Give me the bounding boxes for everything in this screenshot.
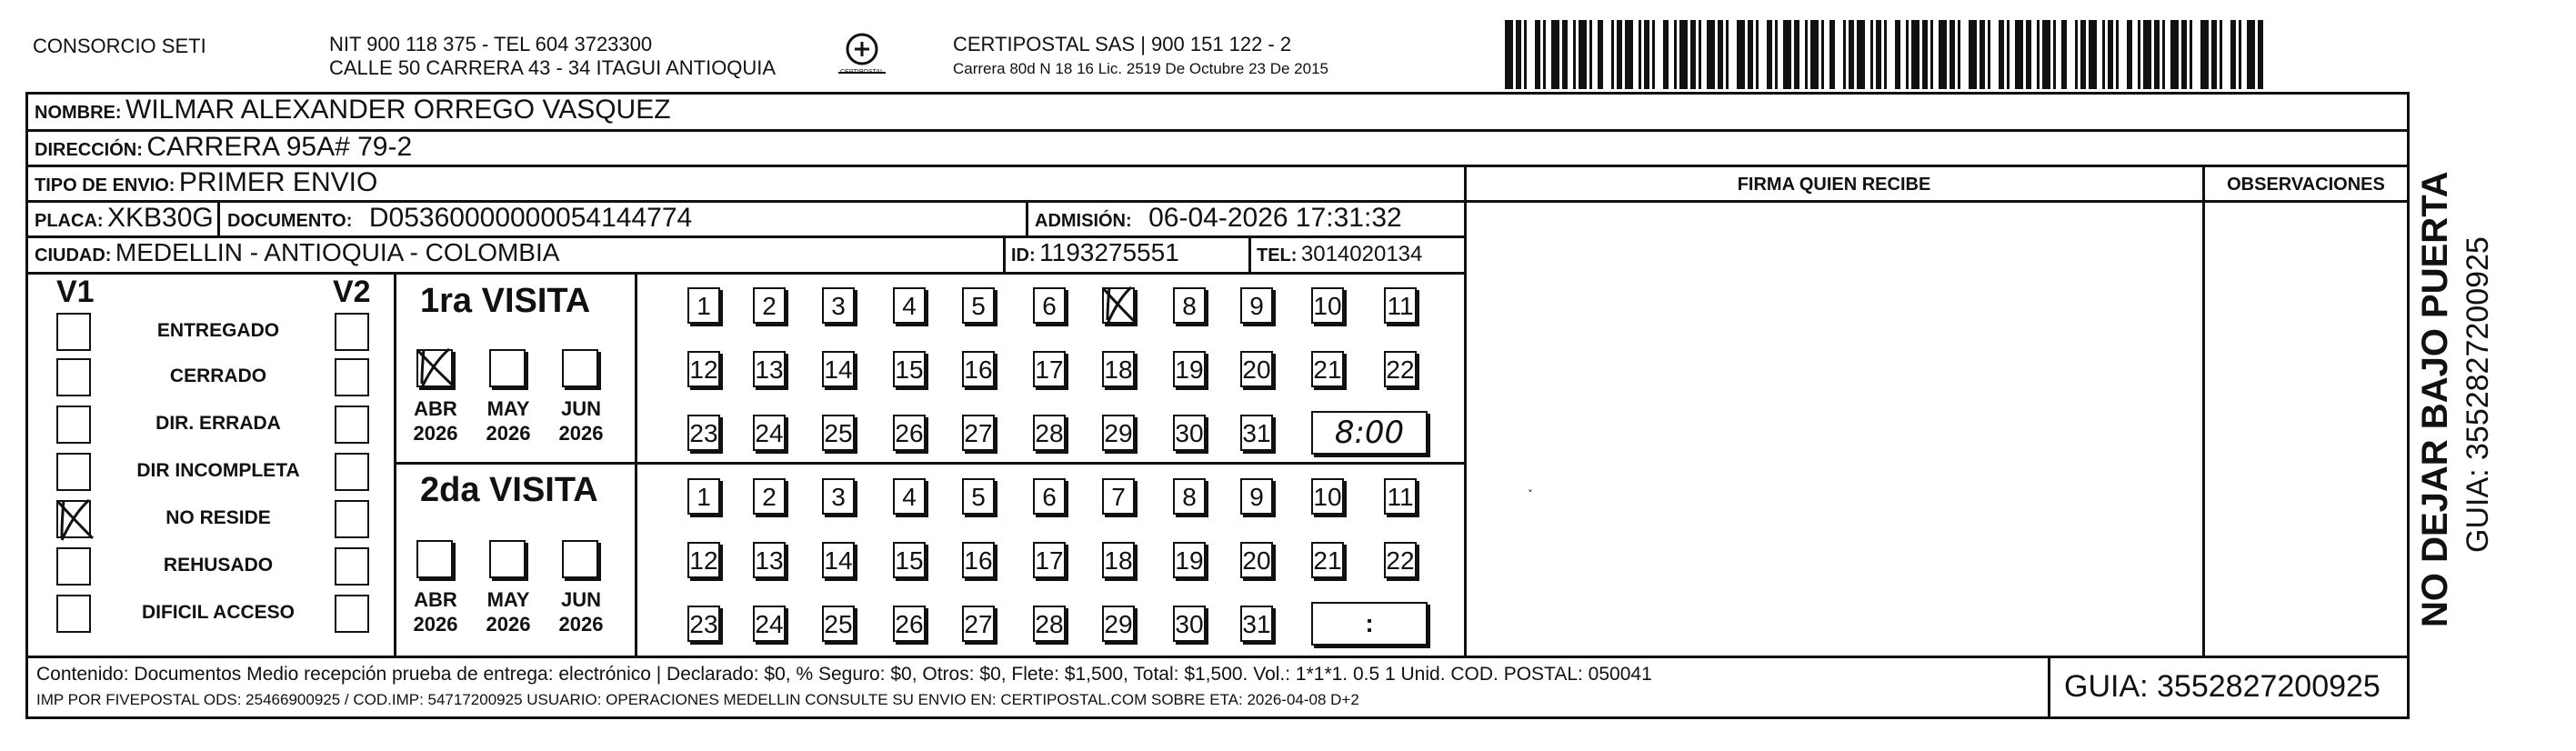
barcode-bar — [1821, 20, 1824, 89]
second-day-box[interactable] — [1102, 606, 1135, 642]
barcode-bar — [1958, 20, 1960, 89]
second-day-box[interactable] — [687, 606, 720, 642]
second-day-box[interactable] — [1240, 478, 1273, 515]
barcode-bar — [1895, 20, 1900, 89]
barcode-bar — [2007, 20, 2010, 89]
license-line: Carrera 80d N 18 16 Lic. 2519 De Octubre 23 De 2015 — [953, 60, 1328, 77]
barcode-bar — [1756, 20, 1759, 89]
barcode-bar — [1767, 20, 1772, 89]
barcode-bar — [2162, 20, 2165, 89]
barcode-bar — [2143, 20, 2151, 89]
ciudad-label: CIUDAD: — [35, 245, 112, 265]
pen-dot: ˯ — [1528, 475, 1533, 493]
second-day-box[interactable] — [1102, 542, 1135, 578]
day-number: 16 — [964, 355, 993, 384]
address-line: CALLE 50 CARRERA 43 - 34 ITAGUI ANTIOQUIA — [329, 56, 777, 79]
day-number: 1 — [697, 292, 711, 320]
first-day-box[interactable] — [687, 351, 720, 387]
day-number: 27 — [964, 610, 993, 638]
barcode-bar — [1652, 20, 1655, 89]
first-month-box[interactable] — [562, 349, 598, 387]
day-number: 23 — [689, 419, 718, 447]
second-day-box[interactable] — [1173, 542, 1206, 578]
day-number: 23 — [689, 610, 718, 638]
first-day-box[interactable] — [1240, 287, 1273, 324]
tipo-envio-value: PRIMER ENVIO — [178, 167, 378, 197]
second-day-box[interactable] — [1102, 478, 1135, 515]
second-day-box[interactable] — [1311, 478, 1344, 515]
documento-label: DOCUMENTO: — [227, 211, 353, 231]
v2-checkbox[interactable] — [335, 406, 369, 444]
day-number: 10 — [1313, 483, 1342, 511]
barcode-bar — [1794, 20, 1799, 89]
second-day-box[interactable] — [1173, 606, 1206, 642]
v1-checkbox[interactable] — [56, 358, 91, 396]
barcode-bar — [1999, 20, 2004, 89]
second-day-box[interactable] — [962, 542, 995, 578]
day-number: 29 — [1104, 610, 1133, 638]
barcode-bar — [1551, 20, 1559, 89]
first-month-box[interactable] — [416, 349, 453, 387]
barcode-bar — [2015, 20, 2023, 89]
barcode-bar — [1505, 20, 1513, 89]
barcode-bar — [2080, 20, 2086, 89]
placa-label: PLACA: — [35, 211, 104, 231]
second-month-year: 2026 — [558, 613, 604, 636]
first-day-box[interactable] — [1033, 351, 1066, 387]
barcode-bar — [2181, 20, 2187, 89]
day-number: 31 — [1242, 610, 1271, 638]
second-day-box[interactable] — [962, 606, 995, 642]
barcode-bar — [2075, 20, 2078, 89]
v2-checkbox[interactable] — [335, 500, 369, 538]
day-number: 9 — [1249, 483, 1264, 511]
day-number: 14 — [824, 546, 853, 575]
first-day-box[interactable] — [893, 351, 926, 387]
barcode-bar — [1535, 20, 1540, 89]
v2-checkbox[interactable] — [335, 313, 369, 351]
day-number: 18 — [1104, 546, 1133, 575]
day-number: 15 — [895, 546, 924, 575]
second-day-box[interactable] — [1311, 542, 1344, 578]
barcode-bar — [1950, 20, 1955, 89]
status-label: NO RESIDE — [165, 507, 271, 528]
barcode-bar — [2102, 20, 2105, 89]
first-month-name: JUN — [560, 397, 601, 420]
second-month-name: ABR — [414, 588, 457, 611]
second-month-year: 2026 — [486, 613, 531, 636]
handwritten-x-mark — [1100, 285, 1137, 325]
direccion-label: DIRECCIÓN: — [35, 140, 143, 160]
v2-label: V2 — [333, 275, 371, 309]
second-month-box[interactable] — [489, 540, 526, 578]
first-day-box[interactable] — [822, 351, 855, 387]
day-number: 17 — [1035, 355, 1064, 384]
barcode-bar — [2170, 20, 2179, 89]
day-number: 15 — [895, 355, 924, 384]
day-number: 30 — [1175, 610, 1204, 638]
first-day-box[interactable] — [753, 351, 786, 387]
second-day-box[interactable] — [753, 478, 786, 515]
barcode-bar — [1579, 20, 1587, 89]
day-number: 31 — [1242, 419, 1271, 447]
first-month-name: ABR — [414, 397, 457, 420]
company-name: CONSORCIO SETI — [33, 35, 206, 57]
second-day-box[interactable] — [1033, 606, 1066, 642]
placa-value: XKB30G — [107, 203, 214, 233]
v2-checkbox[interactable] — [335, 358, 369, 396]
barcode-bar — [1639, 20, 1641, 89]
first-day-box[interactable] — [1173, 287, 1206, 324]
barcode-bar — [1611, 20, 1614, 89]
second-day-box[interactable] — [1384, 542, 1417, 578]
day-number: 30 — [1175, 419, 1204, 447]
day-number: 14 — [824, 355, 853, 384]
second-day-box[interactable] — [1033, 478, 1066, 515]
day-number: 27 — [964, 419, 993, 447]
barcode-bar — [2138, 20, 2140, 89]
v2-checkbox[interactable] — [335, 595, 369, 633]
second-month-name: JUN — [560, 588, 601, 611]
status-label: DIR. ERRADA — [155, 413, 281, 434]
day-number: 9 — [1249, 292, 1264, 320]
tel-label: TEL: — [1257, 245, 1298, 265]
barcode-bar — [2154, 20, 2160, 89]
second-day-box[interactable] — [822, 478, 855, 515]
barcode-bar — [1699, 20, 1701, 89]
barcode-bar — [1810, 20, 1819, 89]
first-day-box[interactable] — [893, 415, 926, 451]
status-label: CERRADO — [169, 365, 267, 386]
barcode-bar — [2042, 20, 2050, 89]
first-day-box[interactable] — [1311, 287, 1344, 324]
barcode-bar — [1939, 20, 1947, 89]
day-number: 2 — [762, 292, 777, 320]
first-day-box[interactable] — [1102, 287, 1135, 324]
contenido-line: Contenido: Documentos Medio recepción prueba de entrega: electrónico | Declarado: $0, % Seguro: $0, Otros: $0, Flete: $1,500, Total: $1,500. Vol.: 1*1*1. 0.5 1 Unid. COD. POSTAL: 050041 — [36, 664, 1652, 685]
first-day-box[interactable] — [962, 415, 995, 451]
barcode-bar — [2200, 20, 2209, 89]
day-number: 24 — [755, 419, 784, 447]
first-day-box[interactable] — [1033, 415, 1066, 451]
barcode-bar — [1625, 20, 1633, 89]
barcode-bar — [1690, 20, 1696, 89]
day-number: 12 — [689, 355, 718, 384]
direccion-value: CARRERA 95A# 79-2 — [146, 132, 413, 162]
first-visit-title: 1ra VISITA — [420, 282, 591, 320]
day-number: 24 — [755, 610, 784, 638]
barcode-bar — [2116, 20, 2119, 89]
first-day-box[interactable] — [1102, 415, 1135, 451]
barcode-bar — [2230, 20, 2236, 89]
barcode-bar — [1737, 20, 1745, 89]
barcode-bar — [2061, 20, 2067, 89]
barcode-bar — [2239, 20, 2241, 89]
day-number: 4 — [902, 292, 917, 320]
barcode-bar — [1783, 20, 1791, 89]
certipostal-line: CERTIPOSTAL SAS | 900 151 122 - 2 — [953, 33, 1292, 55]
second-month-box[interactable] — [562, 540, 598, 578]
day-number: 20 — [1242, 546, 1271, 575]
id-label: ID: — [1011, 245, 1036, 265]
second-day-box[interactable] — [893, 478, 926, 515]
first-day-box[interactable] — [753, 415, 786, 451]
barcode-bar — [1718, 20, 1723, 89]
barcode-bar — [1906, 20, 1909, 89]
day-number: 2 — [762, 483, 777, 511]
barcode-bar — [1516, 20, 1521, 89]
v1-checkbox[interactable] — [56, 595, 91, 633]
day-number: 8 — [1182, 483, 1197, 511]
day-number: 28 — [1035, 610, 1064, 638]
v1-checkbox[interactable] — [56, 547, 91, 586]
barcode-bar — [1870, 20, 1873, 89]
first-day-box[interactable] — [687, 287, 720, 324]
barcode-bar — [1849, 20, 1854, 89]
day-number: 11 — [1387, 292, 1414, 320]
barcode-bar — [2247, 20, 2255, 89]
barcode-bar — [2037, 20, 2040, 89]
barcode-bar — [1562, 20, 1568, 89]
nombre-value: WILMAR ALEXANDER ORREGO VASQUEZ — [125, 95, 671, 125]
v1-checkbox[interactable] — [56, 500, 91, 538]
first-day-box[interactable] — [1384, 351, 1417, 387]
barcode-bar — [1876, 20, 1881, 89]
day-number: 17 — [1035, 546, 1064, 575]
day-number: 4 — [902, 483, 917, 511]
first-day-box[interactable] — [753, 287, 786, 324]
logo-text: CERTIPOSTAL — [840, 69, 884, 75]
day-number: 20 — [1242, 355, 1271, 384]
status-label: REHUSADO — [163, 555, 274, 576]
barcode-bar — [1726, 20, 1729, 89]
day-number: 13 — [755, 546, 784, 575]
nombre-label: NOMBRE: — [35, 103, 122, 123]
documento-value: D05360000000054144774 — [368, 203, 693, 233]
day-number: 22 — [1386, 546, 1415, 575]
first-month-box[interactable] — [489, 349, 526, 387]
side-guia-text: GUIA: 3552827200925 — [2461, 236, 2495, 553]
day-number: 19 — [1175, 355, 1204, 384]
day-number: 6 — [1042, 292, 1057, 320]
second-day-box[interactable] — [753, 542, 786, 578]
first-day-box[interactable] — [1384, 287, 1417, 324]
second-day-box[interactable] — [687, 478, 720, 515]
tipo-envio-label: TIPO DE ENVIO: — [35, 175, 175, 195]
barcode-bar — [1644, 20, 1649, 89]
first-day-box[interactable] — [1173, 415, 1206, 451]
tel-value: 3014020134 — [1300, 242, 1423, 266]
firma-header: FIRMA QUIEN RECIBE — [1737, 175, 1931, 195]
barcode-bar — [1922, 20, 1928, 89]
admision-value: 06-04-2026 17:31:32 — [1148, 203, 1402, 233]
day-number: 5 — [971, 292, 986, 320]
second-day-box[interactable] — [753, 606, 786, 642]
barcode-bar — [1524, 20, 1527, 89]
barcode-bar — [1543, 20, 1546, 89]
second-visit-title: 2da VISITA — [420, 471, 598, 509]
barcode-bar — [1911, 20, 1919, 89]
second-day-box[interactable] — [1384, 478, 1417, 515]
v1-checkbox[interactable] — [56, 406, 91, 444]
barcode-bar — [1707, 20, 1715, 89]
second-day-box[interactable] — [822, 606, 855, 642]
admision-label: ADMISIÓN: — [1035, 211, 1132, 231]
second-month-year: 2026 — [413, 613, 458, 636]
day-number: 5 — [971, 483, 986, 511]
barcode-bar — [1980, 20, 1985, 89]
barcode-bar — [1843, 20, 1846, 89]
status-label: DIFICIL ACCESO — [141, 602, 295, 623]
barcode-bar — [1679, 20, 1688, 89]
status-label: ENTREGADO — [156, 320, 280, 341]
handwritten-x-mark — [415, 347, 455, 389]
barcode-bar — [2220, 20, 2222, 89]
day-number: 25 — [824, 610, 853, 638]
day-number: 26 — [895, 419, 924, 447]
first-day-box[interactable] — [1102, 351, 1135, 387]
first-day-box[interactable] — [1173, 351, 1206, 387]
barcode-bar — [2053, 20, 2056, 89]
first-day-box[interactable] — [962, 351, 995, 387]
barcode-bar — [2127, 20, 2132, 89]
second-day-box[interactable] — [1240, 542, 1273, 578]
barcode-bar — [1748, 20, 1753, 89]
second-day-box[interactable] — [962, 478, 995, 515]
barcode — [1505, 0, 2278, 91]
first-day-box[interactable] — [962, 287, 995, 324]
day-number: 12 — [689, 546, 718, 575]
first-visit-time-box[interactable] — [1311, 411, 1428, 455]
first-day-box[interactable] — [893, 287, 926, 324]
day-number: 13 — [755, 355, 784, 384]
first-month-year: 2026 — [413, 422, 458, 445]
barcode-bar — [1663, 20, 1669, 89]
day-number: 29 — [1104, 419, 1133, 447]
first-day-box[interactable] — [1033, 287, 1066, 324]
v1-checkbox[interactable] — [56, 313, 91, 351]
first-month-year: 2026 — [486, 422, 531, 445]
certipostal-logo — [835, 29, 889, 85]
second-day-box[interactable] — [893, 606, 926, 642]
imp-line: IMP POR FIVEPOSTAL ODS: 25466900925 / COD.IMP: 54717200925 USUARIO: OPERACIONES MEDELLIN CONSULTE SU ENVIO EN: CERTIPOSTAL.COM SOBRE ETA: 2026-04-08 D+2 — [36, 691, 1359, 708]
second-visit-time: : — [1365, 609, 1374, 637]
day-number: 10 — [1313, 292, 1342, 320]
barcode-bar — [2026, 20, 2031, 89]
v1-checkbox[interactable] — [56, 453, 91, 491]
handwritten-x-mark — [55, 498, 95, 542]
day-number: 3 — [831, 292, 846, 320]
day-number: 25 — [824, 419, 853, 447]
barcode-bar — [1617, 20, 1622, 89]
second-day-box[interactable] — [822, 542, 855, 578]
nit-line: NIT 900 118 375 - TEL 604 3723300 — [329, 33, 653, 55]
barcode-bar — [2258, 20, 2263, 89]
barcode-bar — [1930, 20, 1933, 89]
first-month-year: 2026 — [558, 422, 604, 445]
day-number: 26 — [895, 610, 924, 638]
day-number: 16 — [964, 546, 993, 575]
second-day-box[interactable] — [687, 542, 720, 578]
second-month-name: MAY — [486, 588, 530, 611]
first-visit-time: 8:00 — [1334, 415, 1405, 451]
day-number: 11 — [1387, 483, 1414, 511]
first-day-box[interactable] — [1240, 351, 1273, 387]
day-number: 6 — [1042, 483, 1057, 511]
first-day-box[interactable] — [1240, 415, 1273, 451]
day-number: 22 — [1386, 355, 1415, 384]
ciudad-value: MEDELLIN - ANTIOQUIA - COLOMBIA — [115, 238, 560, 266]
day-number: 28 — [1035, 419, 1064, 447]
day-number: 21 — [1313, 355, 1342, 384]
v1-label: V1 — [56, 275, 95, 309]
barcode-bar — [1857, 20, 1865, 89]
barcode-bar — [1598, 20, 1603, 89]
first-month-name: MAY — [486, 397, 530, 420]
first-day-box[interactable] — [822, 287, 855, 324]
barcode-bar — [2211, 20, 2217, 89]
barcode-bar — [1884, 20, 1887, 89]
barcode-bar — [1988, 20, 1990, 89]
barcode-bar — [1775, 20, 1778, 89]
second-day-box[interactable] — [1033, 542, 1066, 578]
barcode-bar — [2108, 20, 2113, 89]
second-day-box[interactable] — [893, 542, 926, 578]
observaciones-header: OBSERVACIONES — [2227, 175, 2385, 195]
first-day-box[interactable] — [822, 415, 855, 451]
barcode-bar — [1969, 20, 1977, 89]
second-visit-time-box[interactable] — [1311, 602, 1428, 646]
first-day-box[interactable] — [687, 415, 720, 451]
barcode-bar — [1805, 20, 1808, 89]
day-number: 21 — [1313, 546, 1342, 575]
second-day-box[interactable] — [1240, 606, 1273, 642]
v2-checkbox[interactable] — [335, 453, 369, 491]
v2-checkbox[interactable] — [335, 547, 369, 586]
day-number: 3 — [831, 483, 846, 511]
day-number: 19 — [1175, 546, 1204, 575]
no-dejar-text: NO DEJAR BAJO PUERTA — [2415, 171, 2455, 627]
first-day-box[interactable] — [1311, 351, 1344, 387]
footer-guia: GUIA: 3552827200925 — [2064, 669, 2381, 704]
barcode-bar — [2190, 20, 2192, 89]
day-number: 8 — [1182, 292, 1197, 320]
barcode-bar — [1829, 20, 1835, 89]
day-number: 1 — [697, 483, 711, 511]
second-month-box[interactable] — [416, 540, 453, 578]
barcode-bar — [1573, 20, 1576, 89]
day-number: 18 — [1104, 355, 1133, 384]
id-value: 1193275551 — [1039, 238, 1179, 266]
barcode-bar — [2089, 20, 2097, 89]
second-day-box[interactable] — [1173, 478, 1206, 515]
barcode-bar — [1674, 20, 1677, 89]
barcode-bar — [1589, 20, 1592, 89]
status-label: DIR INCOMPLETA — [136, 460, 300, 481]
day-number: 7 — [1111, 483, 1126, 511]
